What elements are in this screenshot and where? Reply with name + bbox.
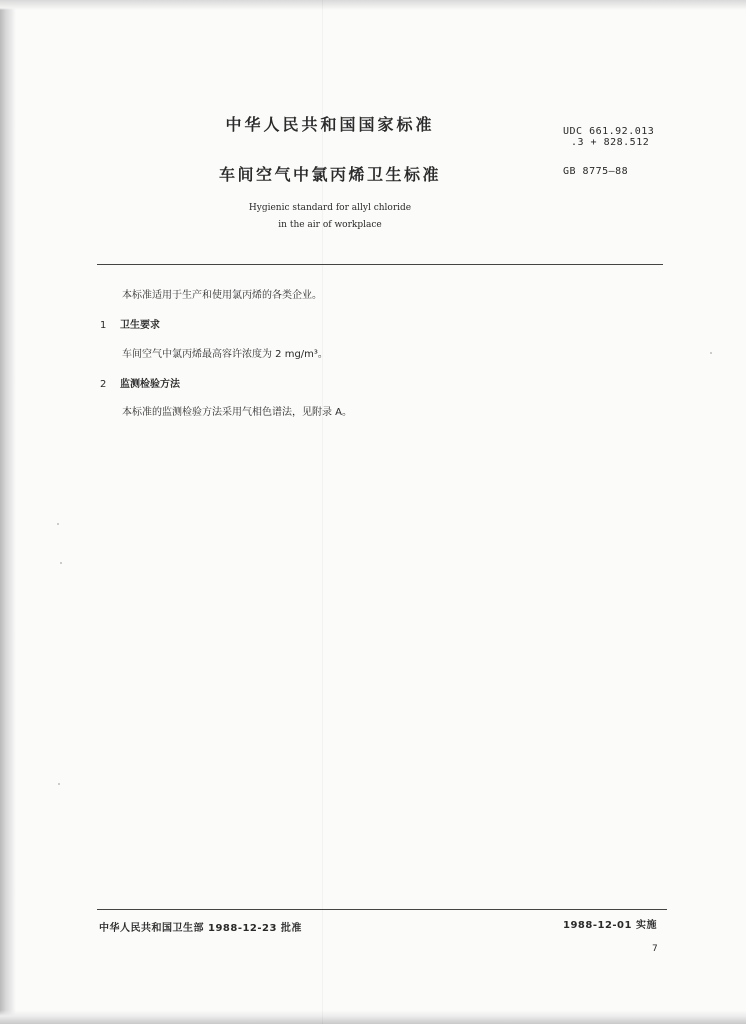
section-1-title: 卫生要求	[120, 320, 160, 331]
section-2-heading	[100, 375, 180, 390]
english-title-line2: in the air of workplace	[278, 220, 382, 230]
udc-classification	[563, 126, 654, 148]
scan-speck	[58, 783, 60, 785]
gb-number: GB 8775—88	[563, 166, 629, 177]
scan-speck	[57, 523, 59, 525]
udc-code-line1: UDC 661.92.013	[563, 126, 655, 137]
scan-edge-left	[0, 0, 16, 1024]
scan-speck	[710, 352, 712, 354]
section-1-number: 1	[100, 320, 107, 331]
standard-category-title: 中华人民共和国国家标准	[225, 115, 435, 134]
section-2-title: 监测检验方法	[120, 379, 180, 390]
section-2-text: 本标准的监测检验方法采用气相色谱法，见附录 A。	[122, 407, 353, 418]
header-divider	[97, 264, 663, 265]
udc-code-line2: .3 + 828.512	[571, 137, 650, 148]
section-1-heading	[100, 316, 160, 331]
scan-edge-bottom	[0, 1010, 746, 1024]
english-title-line1: Hygienic standard for allyl chloride	[248, 203, 412, 213]
scan-speck	[60, 562, 62, 564]
section-1-text: 车间空气中氯丙烯最高容许浓度为 2 mg/m³。	[122, 349, 328, 360]
scan-edge-top	[0, 0, 746, 10]
page-number: 7	[652, 944, 658, 954]
standard-title: 车间空气中氯丙烯卫生标准	[218, 165, 441, 184]
footer-divider	[97, 909, 667, 910]
implementation-date: 1988-12-01 实施	[563, 920, 657, 931]
page-fold-line	[322, 0, 323, 1024]
english-title	[200, 200, 460, 234]
section-2-number: 2	[100, 379, 107, 390]
scope-paragraph: 本标准适用于生产和使用氯丙烯的各类企业。	[122, 290, 322, 301]
approval-statement: 中华人民共和国卫生部 1988-12-23 批准	[99, 923, 302, 934]
